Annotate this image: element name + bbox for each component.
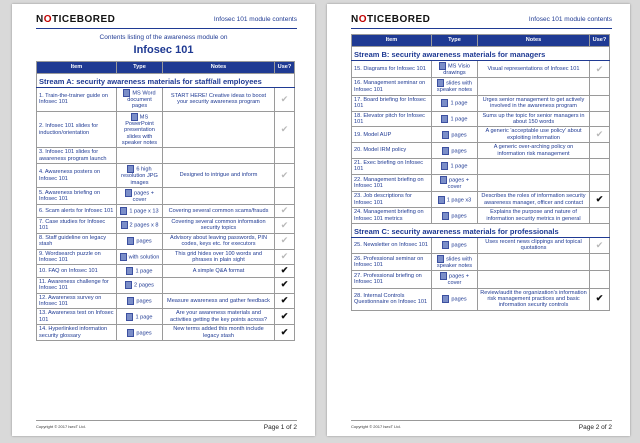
type-cell bbox=[432, 78, 478, 95]
word-document-icon[interactable] bbox=[439, 62, 446, 70]
type-text: slides with speaker notes bbox=[436, 256, 473, 269]
use-cell[interactable] bbox=[590, 208, 610, 224]
item-cell[interactable]: 11. Awareness challenge for Infosec 101 bbox=[37, 277, 117, 293]
table-row bbox=[352, 159, 610, 175]
notes-cell: New terms added this month include legacy stash bbox=[163, 325, 275, 341]
notes-cell: Uses recent news clippings and topical quotations bbox=[478, 237, 590, 253]
item-cell[interactable]: 16. Management seminar on Infosec 101 bbox=[352, 78, 432, 95]
type-cell bbox=[117, 249, 163, 265]
item-cell[interactable]: 27. Professional briefing on Infosec 101 bbox=[352, 271, 432, 288]
checkmark-icon: ✔ bbox=[595, 193, 604, 204]
notes-cell bbox=[478, 271, 590, 288]
table-row bbox=[352, 271, 610, 288]
checkmark-icon: ✔ bbox=[280, 326, 289, 337]
word-document-icon[interactable] bbox=[441, 162, 448, 170]
type-cell bbox=[432, 61, 478, 78]
notes-cell bbox=[478, 253, 590, 270]
word-document-icon[interactable] bbox=[440, 176, 447, 184]
type-text: with solution bbox=[128, 254, 160, 261]
notes-cell: A generic over-arching policy on information risk management bbox=[478, 143, 590, 159]
type-cell bbox=[432, 192, 478, 208]
word-document-icon[interactable] bbox=[438, 196, 445, 204]
item-cell[interactable]: 28. Internal Controls Questionnaire on Infosec 101 bbox=[352, 288, 432, 310]
use-cell[interactable] bbox=[275, 233, 295, 249]
type-cell bbox=[117, 233, 163, 249]
notes-cell: Urges senior management to get actively involved in the awareness program bbox=[478, 95, 590, 111]
item-cell[interactable]: 13. Awareness test on Infosec 101 bbox=[37, 309, 117, 325]
document-page-2 bbox=[327, 4, 630, 436]
stream-b-heading-row bbox=[352, 47, 610, 61]
item-cell[interactable]: 12. Awareness survey on Infosec 101 bbox=[37, 293, 117, 309]
item-cell[interactable]: 4. Awareness posters on Infosec 101 bbox=[37, 164, 117, 188]
item-cell[interactable]: 25. Newsletter on Infosec 101 bbox=[352, 237, 432, 253]
notes-cell: Measure awareness and gather feedback bbox=[163, 293, 275, 309]
notes-cell: A simple Q&A format bbox=[163, 265, 275, 277]
type-cell bbox=[117, 265, 163, 277]
use-cell[interactable] bbox=[275, 249, 295, 265]
type-cell bbox=[432, 143, 478, 159]
item-cell[interactable]: 6. Scam alerts for Infosec 101 bbox=[37, 205, 117, 217]
checkmark-icon: ✔ bbox=[280, 169, 289, 180]
type-cell bbox=[117, 148, 163, 164]
type-text: 1 page bbox=[135, 314, 153, 321]
word-document-icon[interactable] bbox=[121, 221, 128, 229]
type-text: MS Visio drawings bbox=[443, 63, 470, 76]
use-cell[interactable] bbox=[590, 78, 610, 95]
item-cell[interactable]: 20. Model IRM policy bbox=[352, 143, 432, 159]
table-row bbox=[352, 143, 610, 159]
use-cell[interactable] bbox=[275, 111, 295, 148]
type-text: pages + cover bbox=[132, 190, 155, 204]
word-document-icon[interactable] bbox=[125, 281, 132, 289]
table-row bbox=[37, 217, 295, 233]
item-cell[interactable]: 26. Professional seminar on Infosec 101 bbox=[352, 253, 432, 270]
item-cell[interactable]: 8. Staff guideline on legacy stash bbox=[37, 233, 117, 249]
type-text: pages bbox=[451, 132, 467, 139]
type-cell bbox=[432, 208, 478, 224]
table-row bbox=[37, 265, 295, 277]
header-doc-label: Infosec 101 module contents bbox=[528, 16, 612, 23]
checkmark-icon: ✔ bbox=[595, 293, 604, 304]
table-row bbox=[352, 95, 610, 111]
header-doc-label: Infosec 101 module contents bbox=[213, 16, 297, 23]
word-document-icon[interactable] bbox=[123, 89, 130, 97]
table-row bbox=[37, 277, 295, 293]
footer-page-number: Page 2 of 2 bbox=[578, 424, 612, 431]
checkmark-icon: ✔ bbox=[280, 235, 289, 246]
word-document-icon[interactable] bbox=[125, 189, 132, 197]
word-document-icon[interactable] bbox=[120, 253, 127, 261]
noticebored-logo: NOTICEBORED bbox=[351, 14, 431, 25]
word-document-icon[interactable] bbox=[437, 255, 444, 263]
type-cell bbox=[432, 127, 478, 143]
use-cell[interactable] bbox=[590, 127, 610, 143]
notes-cell bbox=[163, 188, 275, 205]
notes-cell: START HERE! Creative ideas to boost your security awareness program bbox=[163, 88, 275, 112]
word-document-icon[interactable] bbox=[127, 165, 134, 173]
use-cell[interactable] bbox=[590, 288, 610, 310]
item-cell[interactable]: 19. Model AUP bbox=[352, 127, 432, 143]
column-header-type: Type bbox=[432, 35, 478, 47]
contents-table-page-2 bbox=[351, 34, 610, 311]
word-document-icon[interactable] bbox=[442, 241, 449, 249]
use-cell[interactable] bbox=[590, 192, 610, 208]
word-document-icon[interactable] bbox=[442, 147, 449, 155]
type-text: pages bbox=[451, 296, 467, 303]
type-cell bbox=[432, 159, 478, 175]
word-document-icon[interactable] bbox=[126, 313, 133, 321]
checkmark-icon: ✔ bbox=[280, 251, 289, 262]
word-document-icon[interactable] bbox=[120, 207, 127, 215]
type-cell bbox=[117, 325, 163, 341]
type-text: 1 page bbox=[450, 100, 468, 107]
item-cell[interactable]: 21. Exec briefing on Infosec 101 bbox=[352, 159, 432, 175]
type-cell bbox=[432, 237, 478, 253]
header-divider bbox=[36, 28, 297, 29]
table-row bbox=[37, 188, 295, 205]
table-header-row bbox=[352, 35, 610, 47]
use-cell[interactable] bbox=[275, 205, 295, 217]
table-row bbox=[352, 127, 610, 143]
notes-cell bbox=[163, 277, 275, 293]
notes-cell: Explains the purpose and nature of information security metrics in general bbox=[478, 208, 590, 224]
word-document-icon[interactable] bbox=[127, 237, 134, 245]
column-header-use: Use? bbox=[275, 62, 295, 74]
use-cell[interactable] bbox=[275, 265, 295, 277]
type-text: pages bbox=[451, 212, 467, 219]
type-cell bbox=[117, 293, 163, 309]
notes-cell bbox=[478, 159, 590, 175]
contents-table-page-1 bbox=[36, 61, 295, 341]
item-cell[interactable]: 14. Hyperlinked information security glossary bbox=[37, 325, 117, 341]
type-cell bbox=[432, 288, 478, 310]
type-cell bbox=[117, 111, 163, 148]
type-text: MS Word document pages bbox=[127, 90, 156, 110]
column-header-notes: Notes bbox=[478, 35, 590, 47]
type-cell bbox=[117, 309, 163, 325]
checkmark-icon: ✔ bbox=[280, 205, 289, 216]
stream-c-heading: Stream C: security awareness materials for professionals bbox=[352, 223, 610, 237]
checkmark-icon: ✔ bbox=[280, 279, 289, 290]
type-text: pages bbox=[451, 242, 467, 249]
type-text: 1 page bbox=[450, 163, 468, 170]
item-cell[interactable]: 7. Case studies for Infosec 101 bbox=[37, 217, 117, 233]
type-text: pages bbox=[136, 238, 152, 245]
use-cell[interactable] bbox=[590, 237, 610, 253]
table-row bbox=[352, 174, 610, 191]
type-cell bbox=[432, 271, 478, 288]
type-text: pages bbox=[136, 330, 152, 337]
checkmark-icon: ✔ bbox=[595, 129, 604, 140]
table-row bbox=[37, 164, 295, 188]
table-row bbox=[37, 148, 295, 164]
table-row bbox=[352, 111, 610, 127]
use-cell[interactable] bbox=[275, 188, 295, 205]
column-header-use: Use? bbox=[590, 35, 610, 47]
use-cell[interactable] bbox=[590, 271, 610, 288]
table-row bbox=[352, 78, 610, 95]
type-text: 2 pages x 8 bbox=[129, 222, 159, 229]
item-cell[interactable]: 2. Infosec 101 slides for induction/orientation bbox=[37, 111, 117, 148]
word-document-icon[interactable] bbox=[126, 267, 133, 275]
item-cell[interactable]: 10. FAQ on Infosec 101 bbox=[37, 265, 117, 277]
use-cell[interactable] bbox=[590, 174, 610, 191]
use-cell[interactable] bbox=[275, 309, 295, 325]
item-cell[interactable]: 18. Elevator pitch for Infosec 101 bbox=[352, 111, 432, 127]
notes-cell: Sums up the topic for senior managers in about 150 words bbox=[478, 111, 590, 127]
notes-cell bbox=[478, 174, 590, 191]
notes-cell: Covering several common information security topics bbox=[163, 217, 275, 233]
type-text: 1 page x3 bbox=[446, 197, 472, 204]
item-cell[interactable]: 9. Wordsearch puzzle on Infosec 101 bbox=[37, 249, 117, 265]
item-cell[interactable]: 15. Diagrams for Infosec 101 bbox=[352, 61, 432, 78]
notes-cell: A generic 'acceptable use policy' about exploiting information bbox=[478, 127, 590, 143]
item-cell[interactable]: 3. Infosec 101 slides for awareness program launch bbox=[37, 148, 117, 164]
checkmark-icon: ✔ bbox=[280, 265, 289, 276]
stream-b-heading: Stream B: security awareness materials for managers bbox=[352, 47, 610, 61]
word-document-icon[interactable] bbox=[127, 329, 134, 337]
notes-cell: Advisory about leaving passwords, PIN codes, keys etc. for executors bbox=[163, 233, 275, 249]
item-cell[interactable]: 23. Job descriptions for Infosec 101 bbox=[352, 192, 432, 208]
checkmark-icon: ✔ bbox=[280, 219, 289, 230]
notes-cell: Designed to intrigue and inform bbox=[163, 164, 275, 188]
use-cell[interactable] bbox=[275, 277, 295, 293]
footer-copyright: Copyright © 2017 IsecT Ltd. bbox=[36, 424, 86, 429]
column-header-notes: Notes bbox=[163, 62, 275, 74]
document-title: Infosec 101 bbox=[133, 44, 194, 56]
table-row bbox=[37, 309, 295, 325]
table-row bbox=[37, 233, 295, 249]
type-text: pages + cover bbox=[447, 177, 470, 190]
noticebored-logo: NOTICEBORED bbox=[36, 14, 116, 25]
use-cell[interactable] bbox=[275, 217, 295, 233]
table-row bbox=[352, 288, 610, 310]
use-cell[interactable] bbox=[590, 111, 610, 127]
footer-divider bbox=[351, 420, 612, 421]
type-cell bbox=[117, 164, 163, 188]
checkmark-icon: ✔ bbox=[595, 63, 604, 74]
use-cell[interactable] bbox=[590, 95, 610, 111]
notes-cell bbox=[163, 148, 275, 164]
table-row bbox=[352, 192, 610, 208]
item-cell[interactable]: 24. Management briefing on Infosec 101 metrics bbox=[352, 208, 432, 224]
type-text: MS PowerPoint presentation slides with speaker notes bbox=[121, 114, 158, 147]
type-text: 1 page bbox=[135, 268, 153, 275]
type-cell bbox=[432, 253, 478, 270]
checkmark-icon: ✔ bbox=[280, 311, 289, 322]
stream-a-heading-row bbox=[37, 74, 295, 88]
table-header-row bbox=[37, 62, 295, 74]
use-cell[interactable] bbox=[590, 143, 610, 159]
column-header-type: Type bbox=[117, 62, 163, 74]
table-row bbox=[37, 205, 295, 217]
stream-a-heading: Stream A: security awareness materials for staff/all employees bbox=[37, 74, 295, 88]
type-text: 1 page bbox=[450, 116, 468, 123]
word-document-icon[interactable] bbox=[127, 297, 134, 305]
type-cell bbox=[117, 217, 163, 233]
type-cell bbox=[117, 188, 163, 205]
use-cell[interactable] bbox=[275, 148, 295, 164]
word-document-icon[interactable] bbox=[442, 295, 449, 303]
type-text: slides with speaker notes bbox=[436, 80, 473, 94]
column-header-item: Item bbox=[37, 62, 117, 74]
type-text: pages bbox=[136, 298, 152, 305]
document-subtitle: Contents listing of the awareness module on bbox=[99, 34, 228, 41]
type-cell bbox=[432, 95, 478, 111]
type-cell bbox=[117, 88, 163, 112]
table-row bbox=[352, 253, 610, 270]
notes-cell bbox=[163, 111, 275, 148]
use-cell[interactable] bbox=[275, 164, 295, 188]
table-row bbox=[37, 249, 295, 265]
footer-page-number: Page 1 of 2 bbox=[263, 424, 297, 431]
table-row bbox=[37, 111, 295, 148]
footer-divider bbox=[36, 420, 297, 421]
footer-copyright: Copyright © 2017 IsecT Ltd. bbox=[351, 424, 401, 429]
table-row bbox=[352, 237, 610, 253]
word-document-icon[interactable] bbox=[131, 113, 138, 121]
notes-cell: Are your awareness materials and activities getting the key points across? bbox=[163, 309, 275, 325]
type-text: 2 pages bbox=[134, 282, 154, 289]
use-cell[interactable] bbox=[590, 253, 610, 270]
checkmark-icon: ✔ bbox=[280, 295, 289, 306]
word-document-icon[interactable] bbox=[437, 79, 444, 87]
type-text: 1 page x 13 bbox=[129, 208, 159, 215]
use-cell[interactable] bbox=[590, 61, 610, 78]
word-document-icon[interactable] bbox=[442, 131, 449, 139]
type-text: pages bbox=[451, 148, 467, 155]
document-page-1 bbox=[12, 4, 315, 436]
type-text: pages + cover bbox=[447, 273, 470, 287]
item-cell[interactable]: 1. Train-the-trainer guide on Infosec 101 bbox=[37, 88, 117, 112]
notes-cell: Visual representations of Infosec 101 bbox=[478, 61, 590, 78]
item-cell[interactable]: 17. Board briefing for Infosec 101 bbox=[352, 95, 432, 111]
type-text: 6 high resolution JPG images bbox=[121, 166, 158, 186]
table-row bbox=[37, 293, 295, 309]
use-cell[interactable] bbox=[590, 159, 610, 175]
header-divider bbox=[351, 28, 612, 29]
type-cell bbox=[432, 174, 478, 191]
word-document-icon[interactable] bbox=[442, 212, 449, 220]
checkmark-icon: ✔ bbox=[280, 123, 289, 134]
notes-cell: This grid hides over 100 words and phrases in plain sight bbox=[163, 249, 275, 265]
word-document-icon[interactable] bbox=[440, 272, 447, 280]
notes-cell bbox=[478, 78, 590, 95]
word-document-icon[interactable] bbox=[441, 115, 448, 123]
table-row bbox=[37, 88, 295, 112]
notes-cell: Review/audit the organization's information risk management practices and basic information security controls bbox=[478, 288, 590, 310]
type-cell bbox=[117, 277, 163, 293]
type-cell bbox=[432, 111, 478, 127]
checkmark-icon: ✔ bbox=[595, 239, 604, 250]
item-cell[interactable]: 22. Management briefing on Infosec 101 bbox=[352, 174, 432, 191]
stream-c-heading-row bbox=[352, 223, 610, 237]
table-row bbox=[37, 325, 295, 341]
item-cell[interactable]: 5. Awareness briefing on Infosec 101 bbox=[37, 188, 117, 205]
use-cell[interactable] bbox=[275, 325, 295, 341]
table-row bbox=[352, 61, 610, 78]
use-cell[interactable] bbox=[275, 88, 295, 112]
column-header-item: Item bbox=[352, 35, 432, 47]
use-cell[interactable] bbox=[275, 293, 295, 309]
notes-cell: Describes the roles of information security awareness manager, officer and contact bbox=[478, 192, 590, 208]
word-document-icon[interactable] bbox=[441, 99, 448, 107]
notes-cell: Covering several common scams/frauds bbox=[163, 205, 275, 217]
checkmark-icon: ✔ bbox=[280, 93, 289, 104]
table-row bbox=[352, 208, 610, 224]
type-cell bbox=[117, 205, 163, 217]
